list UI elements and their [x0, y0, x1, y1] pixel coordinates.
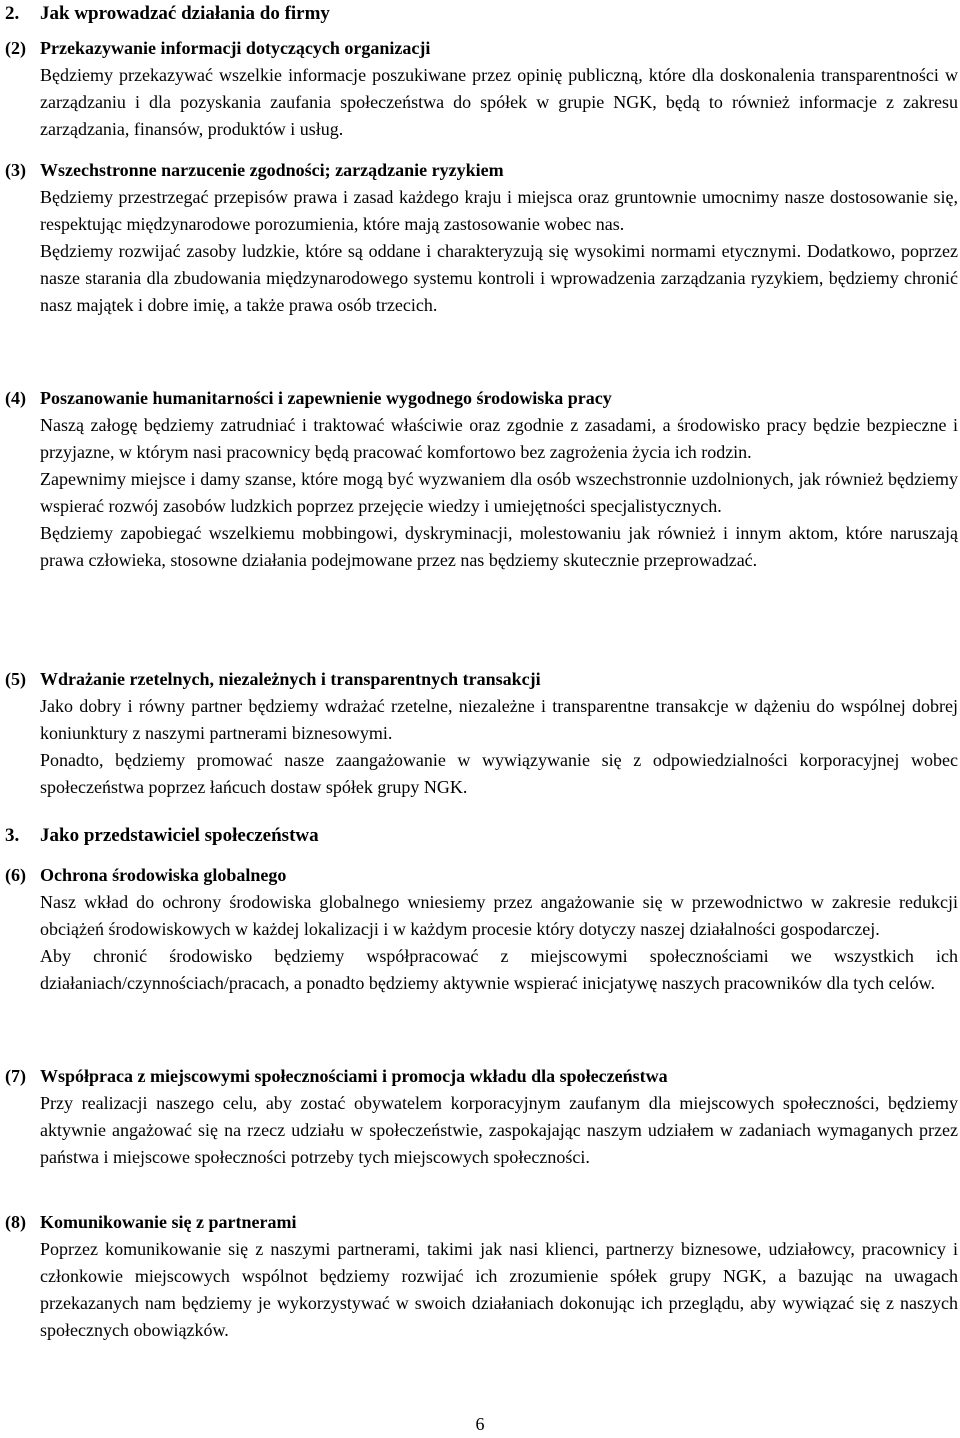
section-2 [0, 35, 958, 143]
section-paragraph: Nasz wkład do ochrony środowiska globalnego wniesiemy przez angażowanie się w przewodnictwo w zakresie redukcji obciążeń środowiskowych w każdej lokalizacji i w każdym procesie który dotyczy naszej działalności gospodarczej. [40, 892, 958, 939]
section-paragraph: Będziemy przestrzegać przepisów prawa i zasad każdego kraju i miejsca oraz gruntownie umocnimy nasze dostosowanie się, respektując międzynarodowe porozumienia, które mają zastosowanie wobec nas. [40, 187, 958, 234]
section-paragraph: Zapewnimy miejsce i damy szanse, które mogą być wyzwaniem dla osób wszechstronnie uzdolnionych, jak również będziemy wspierać rozwój zasobów ludzkich poprzez przejęcie wiedzy i umiejętności specjalistycznych. [40, 469, 958, 516]
section-paragraph: Będziemy przekazywać wszelkie informacje poszukiwane przez opinię publiczną, które dla doskonalenia transparentności w zarządzaniu i dla pozyskania zaufania społeczeństwa do spółek w grupie NGK, będą to również informacje z zakresu zarządzania, finansów, produktów i usług. [40, 65, 958, 139]
chapter-title: Jako przedstawiciel społeczeństwa [40, 825, 319, 846]
section-number: (7) [5, 1066, 26, 1086]
section-4 [0, 385, 958, 574]
section-number: (2) [5, 38, 26, 58]
section-number: (4) [5, 388, 26, 408]
section-paragraph: Jako dobry i równy partner będziemy wdrażać rzetelne, niezależne i transparentne transakcje w dążeniu do wspólnej dobrej koniunktury z naszymi partnerami biznesowymi. [40, 696, 958, 743]
section-title: Wszechstronne narzucenie zgodności; zarządzanie ryzykiem [40, 160, 504, 180]
section-paragraph: Poprzez komunikowanie się z naszymi partnerami, takimi jak nasi klienci, partnerzy biznesowe, udziałowcy, pracownicy i członkowie miejscowych wspólnot będziemy rozwijać ich zrozumienie spółek grupy NGK, a bazując na uwagach przekazanych nam będziemy je wykorzystywać w swoich działaniach dokonując ich przeglądu, aby wywiązać się z naszych społecznych obowiązków. [40, 1239, 958, 1340]
section-3 [0, 157, 958, 319]
page-number: 6 [475, 1414, 485, 1434]
section-title: Ochrona środowiska globalnego [40, 865, 287, 885]
chapter-heading [0, 822, 960, 849]
chapter-heading [0, 0, 960, 27]
section-title: Współpraca z miejscowymi społecznościami i promocja wkładu dla społeczeństwa [40, 1066, 668, 1086]
section-title: Przekazywanie informacji dotyczących organizacji [40, 38, 431, 58]
section-paragraph: Ponadto, będziemy promować nasze zaangażowanie w wywiązywanie się z odpowiedzialności korporacyjnej wobec społeczeństwa poprzez łańcuch dostaw spółek grupy NGK. [40, 750, 958, 797]
section-number: (3) [5, 160, 26, 180]
section-5 [0, 666, 958, 801]
section-number: (8) [5, 1212, 26, 1232]
chapter-number: 3. [5, 825, 20, 846]
section-number: (6) [5, 865, 26, 885]
section-7 [0, 1063, 958, 1171]
section-paragraph: Będziemy zapobiegać wszelkiemu mobbingowi, dyskryminacji, molestowaniu jak również i innym aktom, które naruszają prawa człowieka, stosowne działania podejmowane przez nas będziemy skutecznie przeprowadzać. [40, 523, 958, 570]
section-paragraph: Przy realizacji naszego celu, aby zostać obywatelem korporacyjnym zaufanym dla miejscowych społeczności, będziemy aktywnie angażować się na rzecz udziału w społeczeństwie, zaspokajając naszym udziałem w zadaniach wymaganych przez państwa i miejscowe społeczności potrzeby tych miejscowych społeczności. [40, 1093, 958, 1167]
section-number: (5) [5, 669, 26, 689]
section-6 [0, 862, 958, 997]
section-title: Komunikowanie się z partnerami [40, 1212, 297, 1232]
section-8 [0, 1209, 958, 1344]
chapter-number: 2. [5, 3, 20, 24]
section-paragraph: Będziemy rozwijać zasoby ludzkie, które są oddane i charakteryzują się wysokimi normami etycznymi. Dodatkowo, poprzez nasze starania dla zbudowania międzynarodowego systemu kontroli i wprowadzenia zarządzania ryzykiem, będziemy chronić nasz majątek i dobre imię, a także prawa osób trzecich. [40, 241, 958, 315]
section-paragraph: Aby chronić środowisko będziemy współpracować z miejscowymi społecznościami we wszystkich ich działaniach/czynnościach/pracach, a ponadto będziemy aktywnie wspierać inicjatywę naszych pracowników dla tych celów. [40, 946, 958, 993]
section-title: Poszanowanie humanitarności i zapewnienie wygodnego środowiska pracy [40, 388, 612, 408]
section-paragraph: Naszą załogę będziemy zatrudniać i traktować właściwie oraz zgodnie z zasadami, a środowisko pracy będzie bezpieczne i przyjazne, w którym nasi pracownicy będą pracować komfortowo bez zagrożenia życia ich rodzin. [40, 415, 958, 462]
section-title: Wdrażanie rzetelnych, niezależnych i transparentnych transakcji [40, 669, 541, 689]
chapter-title: Jak wprowadzać działania do firmy [40, 3, 330, 24]
